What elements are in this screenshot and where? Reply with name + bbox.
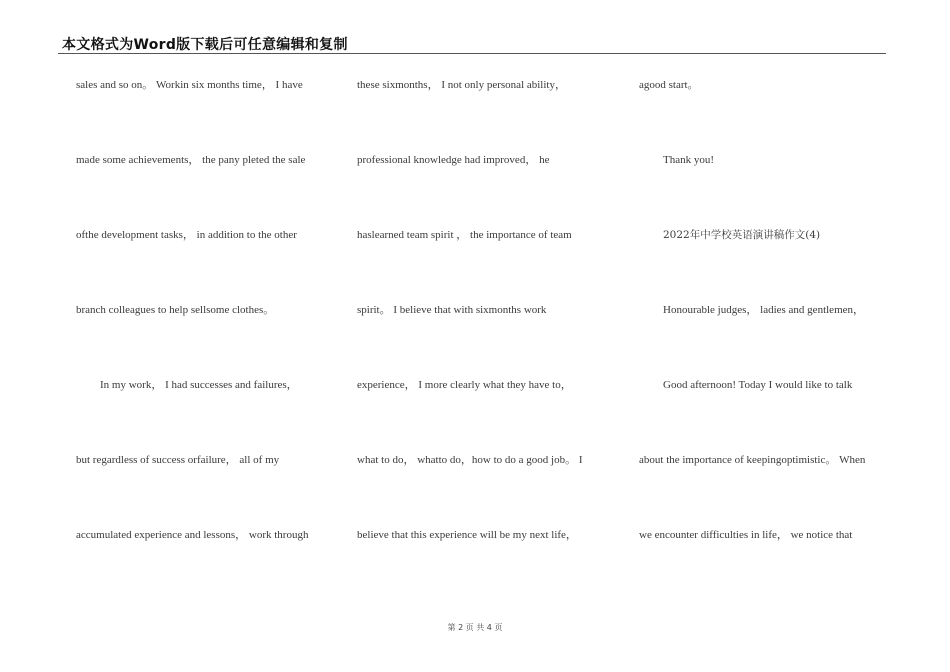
document-header-title: 本文格式为Word版下载后可任意编辑和复制	[62, 37, 348, 53]
text-line: haslearned team spirit ， the importance of team	[357, 229, 572, 241]
text-line: In my work， I had successes and failures，	[100, 379, 298, 391]
text-line: agood start。	[639, 79, 699, 91]
text-line: Honourable judges， ladies and gentlemen，	[663, 304, 865, 316]
text-line: experience， I more clearly what they have to，	[357, 379, 572, 391]
text-line: but regardless of success orfailure， all of my	[76, 454, 280, 466]
text-line: believe that this experience will be my next life，	[357, 529, 577, 541]
text-line: these sixmonths， I not only personal ability，	[357, 79, 566, 91]
text-line: accumulated experience and lessons， work through	[76, 529, 309, 541]
text-line: branch colleagues to help sellsome clothes。	[76, 304, 275, 316]
text-line: about the importance of keepingoptimistic。 When	[639, 454, 866, 466]
text-line: spirit。 I believe that with sixmonths work	[357, 304, 547, 316]
text-line: ofthe development tasks， in addition to the other	[76, 229, 297, 241]
text-line: we encounter difficulties in life， we notice that	[639, 529, 853, 541]
text-line: Good afternoon! Today I would like to talk	[663, 379, 853, 391]
text-line: sales and so on。 Workin six months time， I have	[76, 79, 303, 91]
text-line: what to do， whatto do，how to do a good job。 I	[357, 454, 583, 466]
section-heading: 2022年中学校英语演讲稿作文(4)	[663, 229, 821, 241]
text-line: Thank you!	[663, 154, 715, 166]
text-line: professional knowledge had improved， he	[357, 154, 550, 166]
text-line: made some achievements， the pany pleted the sale	[76, 154, 306, 166]
page-number: 第 2 页 共 4 页	[447, 623, 503, 632]
header-divider	[58, 53, 886, 54]
